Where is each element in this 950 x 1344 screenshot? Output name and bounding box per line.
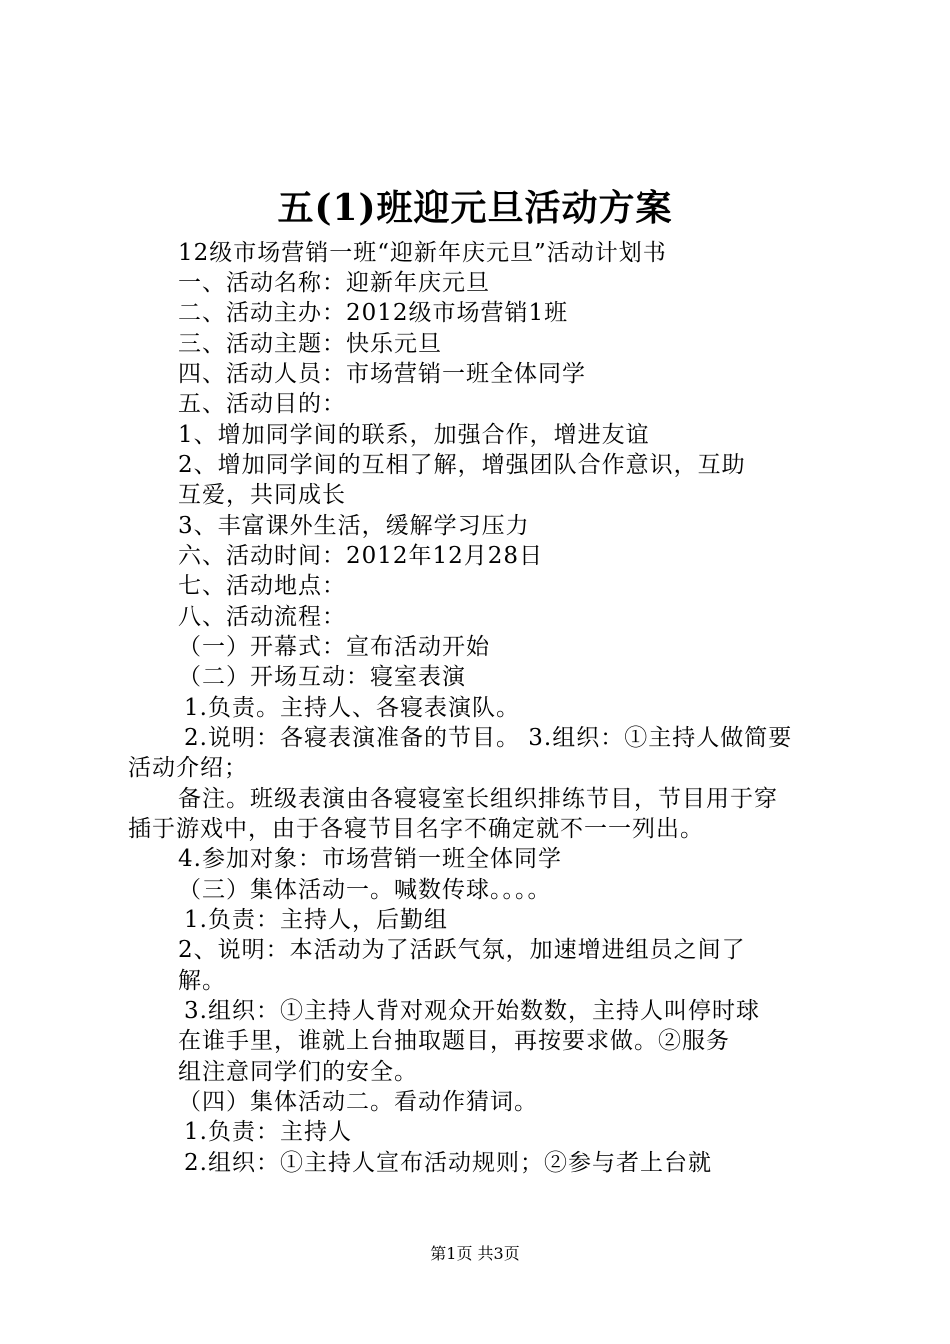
body-line: 三、活动主题：快乐元旦 <box>178 331 442 357</box>
body-line: 六、活动时间：2012年12月28日 <box>178 543 544 569</box>
body-line: 活动介绍； <box>128 755 248 781</box>
page-footer: 第1页 共3页 <box>430 1244 520 1263</box>
body-line: 八、活动流程： <box>178 604 346 630</box>
body-line: 2.组织：①主持人宣布活动规则；②参与者上台就 <box>184 1150 712 1176</box>
body-line: 二、活动主办：2012级市场营销1班 <box>178 300 569 326</box>
body-line: 在谁手里，谁就上台抽取题目，再按要求做。②服务 <box>178 1028 730 1054</box>
body-line: （三）集体活动一。喊数传球。。。。 <box>178 877 552 903</box>
body-line: 3、丰富课外生活，缓解学习压力 <box>178 513 530 539</box>
document-title: 五(1)班迎元旦活动方案 <box>277 187 673 229</box>
body-line: 备注。班级表演由各寝寝室长组织排练节目，节目用于穿 <box>178 786 778 812</box>
body-line: 四、活动人员：市场营销一班全体同学 <box>178 361 586 387</box>
body-line: 2.说明：各寝表演准备的节目。 3.组织：①主持人做简要 <box>184 725 793 751</box>
body-line: 1.负责。主持人、各寝表演队。 <box>184 695 520 721</box>
body-line: 2、增加同学间的互相了解，增强团队合作意识，互助 <box>178 452 746 478</box>
body-line: 4.参加对象：市场营销一班全体同学 <box>178 846 562 872</box>
body-line: 互爱，共同成长 <box>178 482 346 508</box>
body-line: （一）开幕式：宣布活动开始 <box>178 634 490 660</box>
body-line: 七、活动地点： <box>178 573 346 599</box>
body-line: 12级市场营销一班“迎新年庆元旦”活动计划书 <box>178 240 667 266</box>
body-line: （二）开场互动：寝室表演 <box>178 664 466 690</box>
body-line: 3.组织：①主持人背对观众开始数数，主持人叫停时球 <box>184 998 760 1024</box>
body-line: 一、活动名称：迎新年庆元旦 <box>178 270 490 296</box>
body-line: 1.负责：主持人，后勤组 <box>184 907 448 933</box>
body-line: 1、增加同学间的联系，加强合作，增进友谊 <box>178 422 650 448</box>
body-line: 插于游戏中，由于各寝节目名字不确定就不一一列出。 <box>128 816 704 842</box>
body-line: 解。 <box>178 968 226 994</box>
body-line: 组注意同学们的安全。 <box>178 1059 418 1085</box>
body-line: 1.负责：主持人 <box>184 1119 352 1145</box>
body-line: （四）集体活动二。看动作猜词。 <box>178 1089 538 1115</box>
body-line: 2、说明：本活动为了活跃气氛，加速增进组员之间了 <box>178 937 746 963</box>
body-line: 五、活动目的： <box>178 391 346 417</box>
